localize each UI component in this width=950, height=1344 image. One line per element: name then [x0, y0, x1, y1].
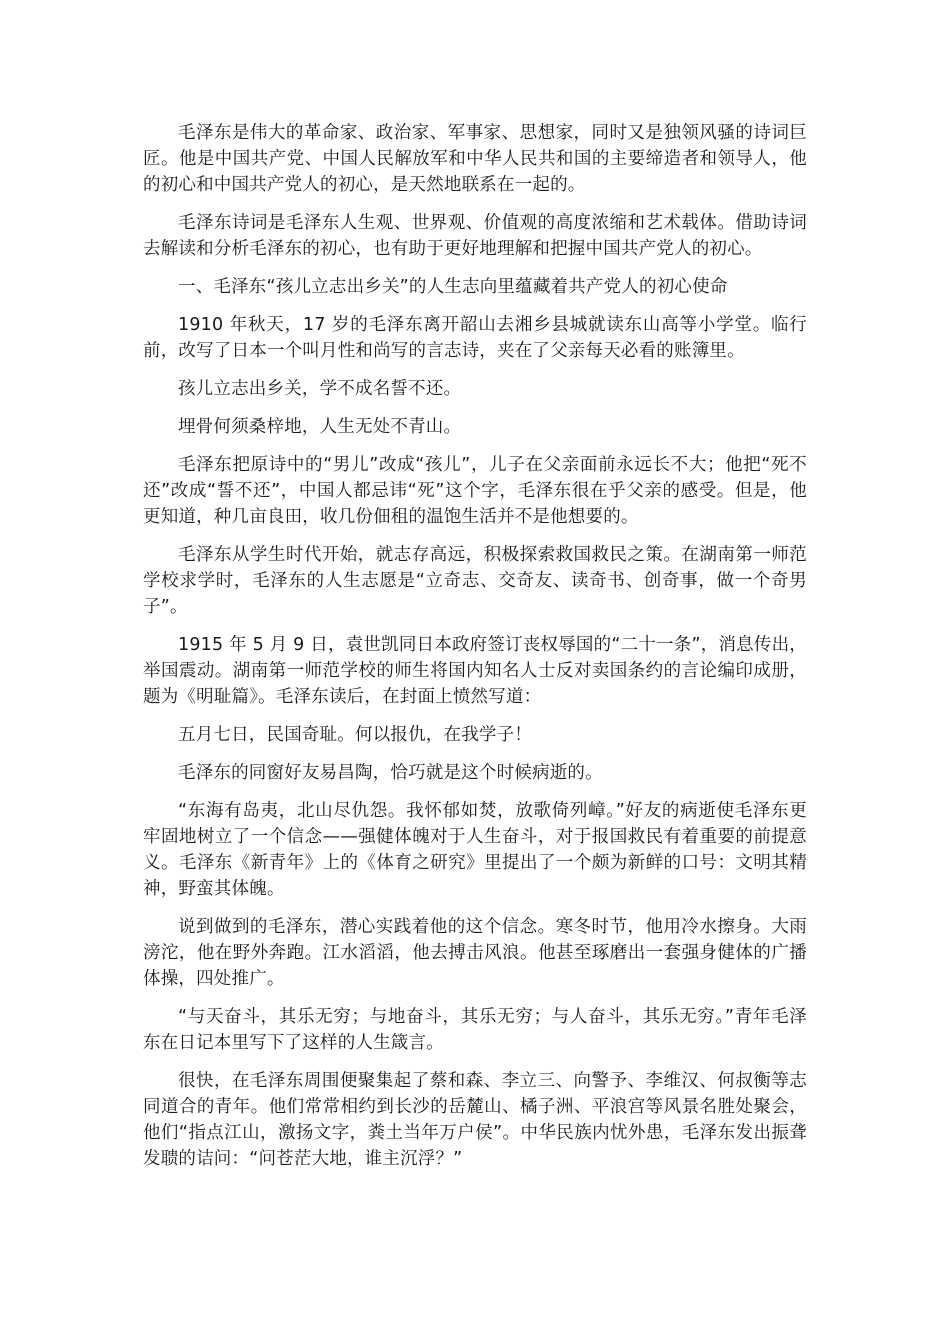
paragraph-physique: “东海有岛夷，北山尽仇怨。我怀郁如焚，放歌倚列嶂。”好友的病逝使毛泽东更牢固地树立了一个信念——强健体魄对于人生奋斗，对于报国救民有着重要的前提意义。毛泽东《新青年》上的《体育之研究》里提出了一个颇为新鲜的口号：文明其精神，野蛮其体魄。 [143, 801, 807, 899]
paragraph-motto: “与天奋斗，其乐无穷；与地奋斗，其乐无穷；与人奋斗，其乐无穷。”青年毛泽东在日记本里写下了这样的人生箴言。 [143, 1007, 807, 1053]
paragraph-student-era: 毛泽东从学生时代开始，就志存高远，积极探索救国救民之策。在湖南第一师范学校求学时，毛泽东的人生志愿是“立奇志、交奇友、读奇书、创奇事，做一个奇男子”。 [143, 545, 807, 617]
paragraph-1915: 1915 年 5 月 9 日，袁世凯同日本政府签订丧权辱国的“二十一条”，消息传出，举国震动。湖南第一师范学校的师生将国内知名人士反对卖国条约的言论编印成册，题为《明耻篇》。毛泽东读后，在封面上愤然写道： [143, 635, 807, 707]
paragraph-practice: 说到做到的毛泽东，潜心实践着他的这个信念。寒冬时节，他用冷水擦身。大雨滂沱，他在野外奔跑。江水滔滔，他去搏击风浪。他甚至琢磨出一套强身健体的广播体操，四处推广。 [143, 917, 807, 989]
paragraph-intro-1: 毛泽东是伟大的革命家、政治家、军事家、思想家，同时又是独领风骚的诗词巨匠。他是中国共产党、中国人民解放军和中华人民共和国的主要缔造者和领导人，他的初心和中国共产党人的初心，是天然地联系在一起的。 [143, 123, 807, 195]
paragraph-1910: 1910 年秋天，17 岁的毛泽东离开韶山去湘乡县城就读东山高等小学堂。临行前，改写了日本一个叫月性和尚写的言志诗，夹在了父亲每天必看的账簿里。 [143, 315, 807, 361]
poem-line-1: 孩儿立志出乡关，学不成名誓不还。 [178, 379, 462, 399]
paragraph-friend: 毛泽东的同窗好友易昌陶，恰巧就是这个时候病逝的。 [178, 763, 603, 783]
quote-national-shame: 五月七日，民国奇耻。何以报仇，在我学子！ [178, 725, 532, 745]
poem-line-2: 埋骨何须桑梓地，人生无处不青山。 [178, 417, 462, 437]
paragraph-poem-analysis: 毛泽东把原诗中的“男儿”改成“孩儿”，儿子在父亲面前永远长不大；他把“死不还”改成“誓不还”，中国人都忌讳“死”这个字，毛泽东很在乎父亲的感受。但是，他更知道，种几亩良田，收几份佃租的温饱生活并不是他想要的。 [143, 455, 807, 527]
section-heading-1: 一、毛泽东“孩儿立志出乡关”的人生志向里蕴藏着共产党人的初心使命 [178, 277, 728, 297]
paragraph-comrades: 很快，在毛泽东周围便聚集起了蔡和森、李立三、向警予、李维汉、何叔衡等志同道合的青年。他们常常相约到长沙的岳麓山、橘子洲、平浪宫等风景名胜处聚会，他们“指点江山，激扬文字，粪土当年万户侯”。中华民族内忧外患，毛泽东发出振聋发聩的诘问：“问苍茫大地，谁主沉浮？” [143, 1071, 807, 1169]
paragraph-intro-2: 毛泽东诗词是毛泽东人生观、世界观、价值观的高度浓缩和艺术载体。借助诗词去解读和分析毛泽东的初心，也有助于更好地理解和把握中国共产党人的初心。 [143, 213, 807, 259]
document-page [143, 120, 807, 1184]
